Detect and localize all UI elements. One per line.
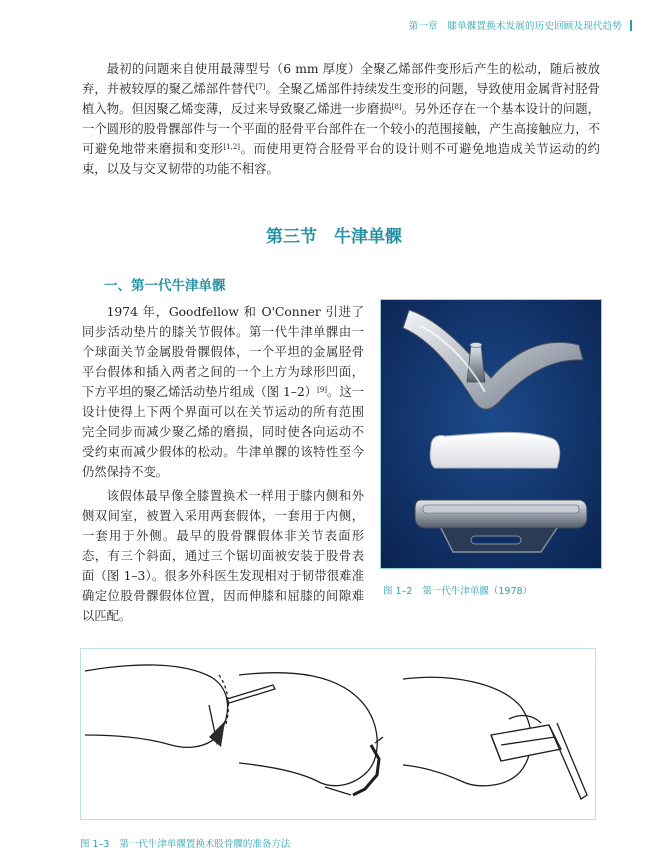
figure-1-2-number: 图 1–2 bbox=[383, 586, 413, 597]
intro-paragraph bbox=[82, 59, 600, 179]
figure-1-3-number: 图 1–3 bbox=[80, 839, 110, 850]
figure-1-2-caption bbox=[383, 583, 532, 597]
femoral-preparation-drawing bbox=[80, 648, 596, 820]
section-title: 第三节 牛津单髁 bbox=[266, 227, 402, 247]
paragraph-1974-text: 1974 年，Goodfellow 和 O'Conner 引进了同步活动垫片的膝关节假体。第一代牛津单髁由一个球面关节金属股骨髁假体，一个平坦的金属胫骨平台假体和插入两者之间的一个上方为球形凹面，下方平坦的聚乙烯活动垫片组成（图 1–2） bbox=[82, 305, 364, 399]
running-head-bar bbox=[630, 20, 632, 31]
citation-ref: [7] bbox=[255, 83, 266, 91]
intro-text-2: 。全聚乙烯部件持续发生变形的问题，导致使用金属背衬胫骨植入物。但因聚乙烯变薄，反过来导致聚乙烯进一步磨损 bbox=[82, 82, 600, 116]
intro-text-1: 最初的问题来自使用最薄型号（6 mm 厚度）全聚乙烯部件变形后产生的松动，随后被放弃，并被较厚的聚乙烯部件替代 bbox=[82, 62, 600, 96]
running-head-text: 第一章 膝单髁置换术发展的历史回顾及现代趋势 bbox=[408, 21, 622, 32]
running-head bbox=[409, 18, 632, 32]
citation-ref: [1,2] bbox=[223, 143, 241, 151]
paragraph-1974 bbox=[82, 302, 364, 482]
intro-text-3: 。另外还存在一个基本设计的问题，一个圆形的股骨髁部件与一个平面的胫骨平台部件在一个较小的范围接触，产生高接触应力，不可避免地带来磨损和变形 bbox=[82, 102, 600, 156]
oxford-prosthesis-photo bbox=[380, 299, 602, 569]
saw-cut-wedge bbox=[209, 721, 225, 747]
drawing-panel-3 bbox=[403, 677, 587, 799]
figure-1-3-caption-text: 第一代牛津单髁置换术股骨髁的准备方法 bbox=[119, 839, 291, 850]
drawing-panel-1 bbox=[85, 665, 275, 747]
mobile-bearing bbox=[430, 432, 560, 468]
subsection-title: 一、第一代牛津单髁 bbox=[104, 278, 226, 294]
paragraph-design: 该假体最早像全膝置换术一样用于膝内侧和外侧双间室，被置入采用两套假体，一套用于内侧，一套用于外侧。最早的股骨髁假体非关节表面形态，有三个斜面，通过三个锯切面被安装于股骨表面（图 1–3）。很多外科医生发现相对于韧带很难准确定位股骨髁假体位置，因而伸膝和屈膝的间隙难以匹配。 bbox=[82, 489, 364, 623]
citation-ref: [8] bbox=[391, 103, 402, 111]
paragraph-1974-text-2: 。这一设计使得上下两个界面可以在关节运动的所有范围完全同步而减少聚乙烯的磨损，同时使各向运动不受约束而减少假体的松动。牛津单髁的该特性至今仍然保持不变。 bbox=[82, 385, 364, 479]
citation-ref: [9] bbox=[317, 386, 328, 394]
intro-text-4: 。而使用更符合胫骨平台的设计则不可避免地造成关节运动的约束，以及与交叉韧带的功能不相容。 bbox=[82, 142, 600, 176]
figure-1-2-caption-text: 第一代牛津单髁（1978） bbox=[422, 586, 533, 597]
figure-1-3-caption bbox=[80, 836, 290, 850]
